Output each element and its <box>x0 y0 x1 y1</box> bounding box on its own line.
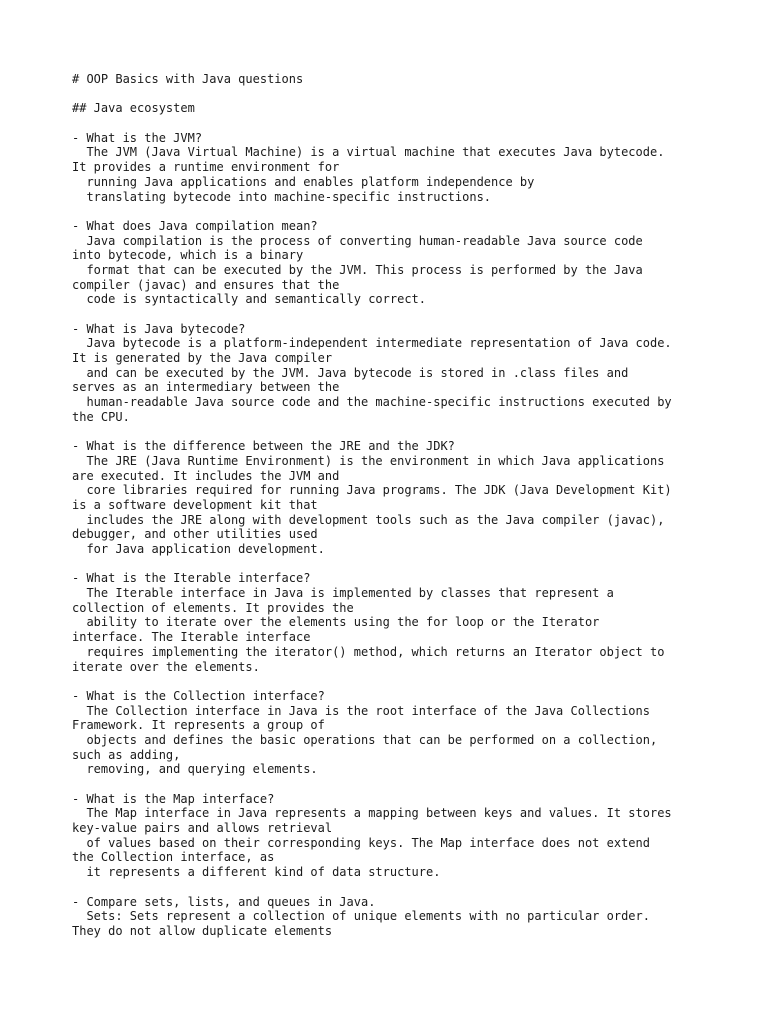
body-text-line: Framework. It represents a group of <box>72 718 325 733</box>
body-text-line: The JRE (Java Runtime Environment) is the environment in which Java applications <box>72 453 665 468</box>
body-text-line: requires implementing the iterator() method, which returns an Iterator object to <box>72 644 665 659</box>
body-text-line: such as adding, <box>72 747 181 762</box>
blank-line <box>72 425 708 440</box>
blank-line <box>72 557 708 572</box>
body-text-line: It is generated by the Java compiler <box>72 351 333 366</box>
body-text-line: are executed. It includes the JVM and <box>72 468 340 483</box>
blank-line <box>72 777 708 792</box>
question-line: - What is the Iterable interface? <box>72 571 311 586</box>
question-line: - What is the Map interface? <box>72 791 275 806</box>
blank-line <box>72 307 708 322</box>
blank-line <box>72 87 708 102</box>
body-text-line: human-readable Java source code and the machine-specific instructions executed by <box>72 395 672 410</box>
body-text-line: debugger, and other utilities used <box>72 527 318 542</box>
body-text-line: The Collection interface in Java is the root interface of the Java Collections <box>72 703 650 718</box>
body-text-line: format that can be executed by the JVM. This process is performed by the Java <box>72 262 643 277</box>
body-text-line: into bytecode, which is a binary <box>72 248 304 263</box>
blank-line <box>72 116 708 131</box>
body-text-line: compiler (javac) and ensures that the <box>72 277 340 292</box>
body-text-line: Java bytecode is a platform-independent intermediate representation of Java code. <box>72 336 672 351</box>
body-text-line: includes the JRE along with development tools such as the Java compiler (javac), <box>72 512 665 527</box>
body-text-line: collection of elements. It provides the <box>72 600 354 615</box>
body-text-line: The JVM (Java Virtual Machine) is a virtual machine that executes Java bytecode. <box>72 145 665 160</box>
body-text-line: core libraries required for running Java programs. The JDK (Java Development Kit) <box>72 483 672 498</box>
blank-line <box>72 204 708 219</box>
question-line: - Compare sets, lists, and queues in Java. <box>72 894 376 909</box>
body-text-line: The Map interface in Java represents a mapping between keys and values. It stores <box>72 806 672 821</box>
body-text-line: key-value pairs and allows retrieval <box>72 821 333 836</box>
body-text-line: the Collection interface, as <box>72 850 275 865</box>
body-text-line: Java compilation is the process of converting human-readable Java source code <box>72 233 643 248</box>
body-text-line: it represents a different kind of data structure. <box>72 865 441 880</box>
body-text-line: objects and defines the basic operations that can be performed on a collection, <box>72 732 658 747</box>
body-text-line: for Java application development. <box>72 542 325 556</box>
blank-line <box>72 880 708 895</box>
question-line: - What is the JVM? <box>72 130 203 145</box>
document-title: # OOP Basics with Java questions <box>72 72 304 86</box>
body-text-line: code is syntactically and semantically correct. <box>72 292 427 307</box>
body-text-line: and can be executed by the JVM. Java bytecode is stored in .class files and <box>72 365 629 380</box>
body-text-line: of values based on their corresponding keys. The Map interface does not extend <box>72 835 650 850</box>
body-text-line: running Java applications and enables platform independence by <box>72 174 535 189</box>
question-line: - What does Java compilation mean? <box>72 218 318 233</box>
body-text-line: the CPU. <box>72 409 130 424</box>
question-line: - What is the Collection interface? <box>72 688 325 703</box>
body-text-line: serves as an intermediary between the <box>72 380 340 395</box>
blank-line <box>72 674 708 689</box>
body-text-line: translating bytecode into machine-specific instructions. <box>72 189 492 204</box>
question-line: - What is the difference between the JRE and the JDK? <box>72 439 455 454</box>
body-text-line: is a software development kit that <box>72 497 318 512</box>
body-text-line: ability to iterate over the elements using the for loop or the Iterator <box>72 615 600 630</box>
body-text-line: They do not allow duplicate elements <box>72 923 333 938</box>
body-text-line: Sets: Sets represent a collection of unique elements with no particular order. <box>72 909 650 924</box>
document-page <box>72 72 708 939</box>
body-text-line: interface. The Iterable interface <box>72 630 311 645</box>
body-text-line: removing, and querying elements. <box>72 762 318 777</box>
body-text-line: The Iterable interface in Java is implemented by classes that represent a <box>72 586 614 601</box>
body-text-line: iterate over the elements. <box>72 659 260 674</box>
question-line: - What is Java bytecode? <box>72 321 246 336</box>
section-heading: ## Java ecosystem <box>72 101 195 116</box>
body-text-line: It provides a runtime environment for <box>72 160 340 175</box>
